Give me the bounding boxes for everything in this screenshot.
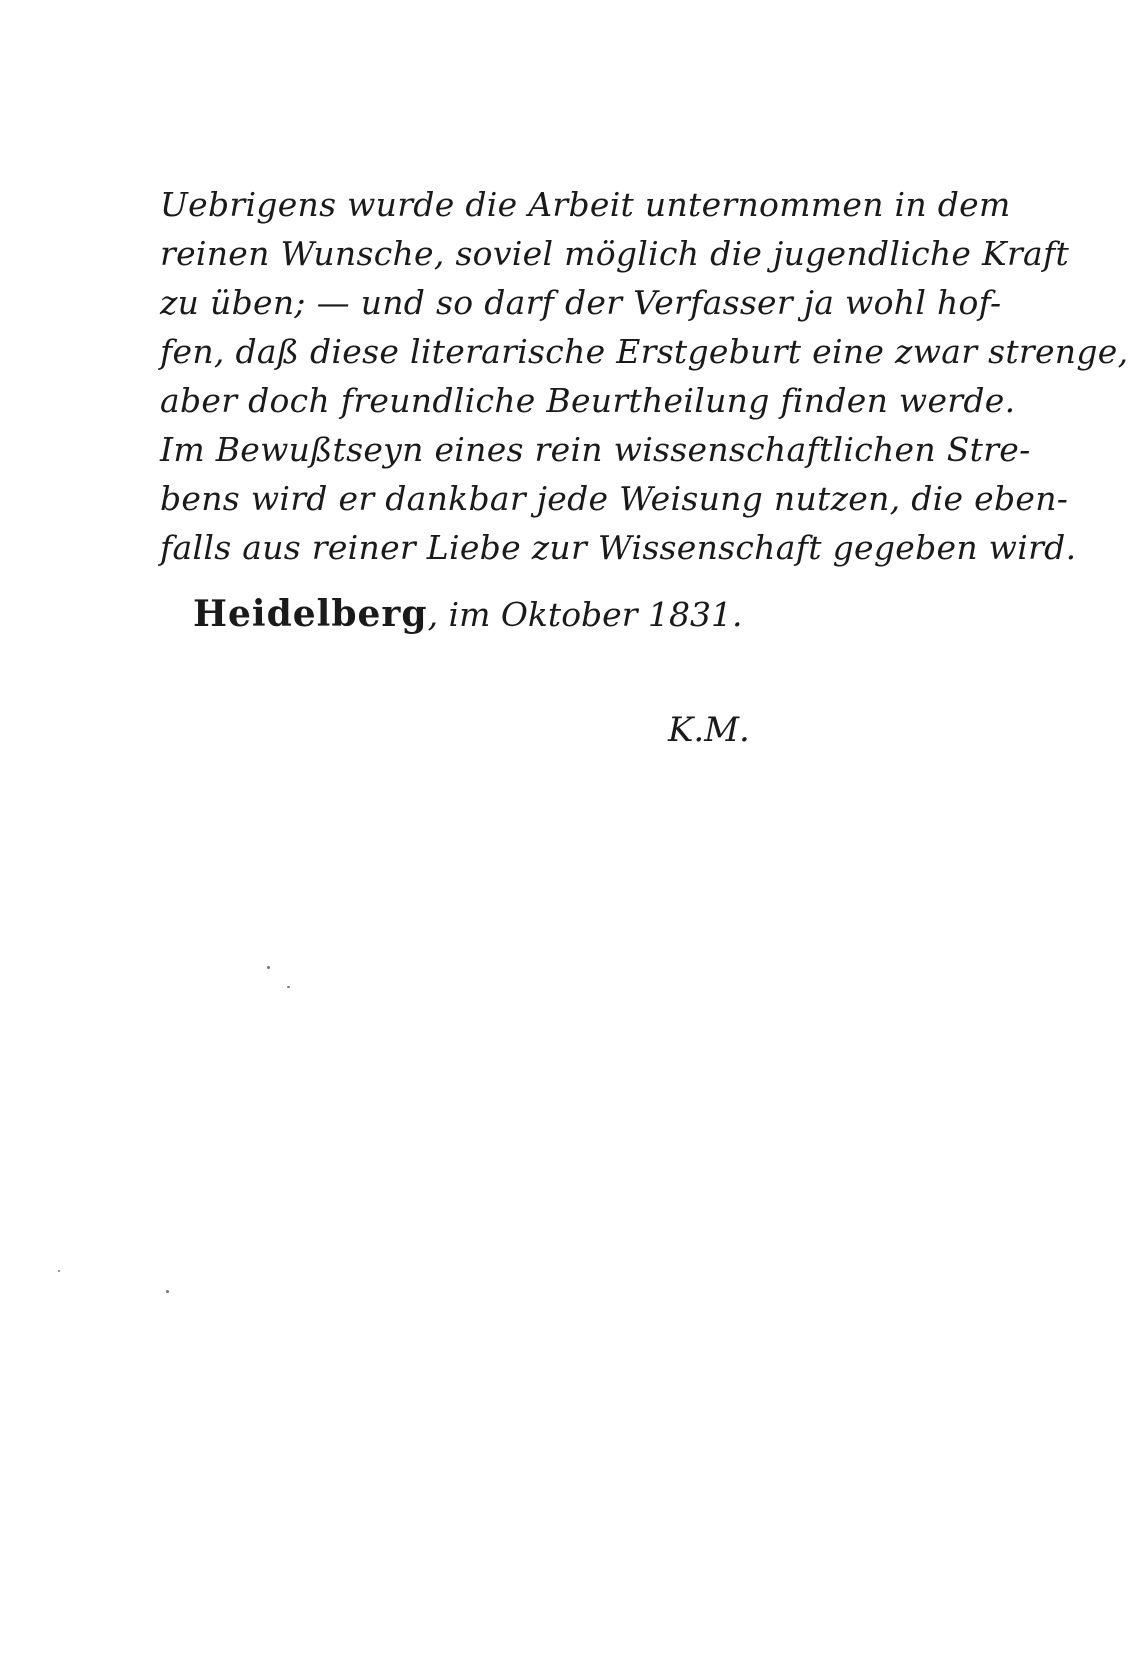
dateline <box>193 588 742 640</box>
text-line-6: Im Bewußtseyn eines rein wissenschaftlichen Stre- <box>160 430 1031 469</box>
text-line-2: reinen Wunsche, soviel möglich die jugendliche Kraft <box>160 234 1070 273</box>
dateline-place: Heidelberg <box>193 593 428 635</box>
text-line-4: fen, daß diese literarische Erstgeburt eine zwar strenge, <box>160 332 1128 371</box>
scan-speck <box>166 1290 169 1293</box>
dateline-date: , im Oktober 1831. <box>427 595 743 634</box>
text-line-3: zu üben; — und so darf der Verfasser ja wohl hof- <box>160 283 1002 322</box>
scan-speck <box>267 966 270 969</box>
text-line-8: falls aus reiner Liebe zur Wissenschaft gegeben wird. <box>160 528 1077 567</box>
text-line-7: bens wird er dankbar jede Weisung nutzen, die eben- <box>160 479 1069 518</box>
scan-speck <box>287 986 290 988</box>
scan-speck <box>58 1270 60 1272</box>
text-line-1: Uebrigens wurde die Arbeit unternommen in dem <box>160 185 1011 224</box>
author-initials: K.M. <box>668 710 750 750</box>
text-line-5: aber doch freundliche Beurtheilung finden werde. <box>160 381 1016 420</box>
preface-paragraph <box>160 180 1128 572</box>
